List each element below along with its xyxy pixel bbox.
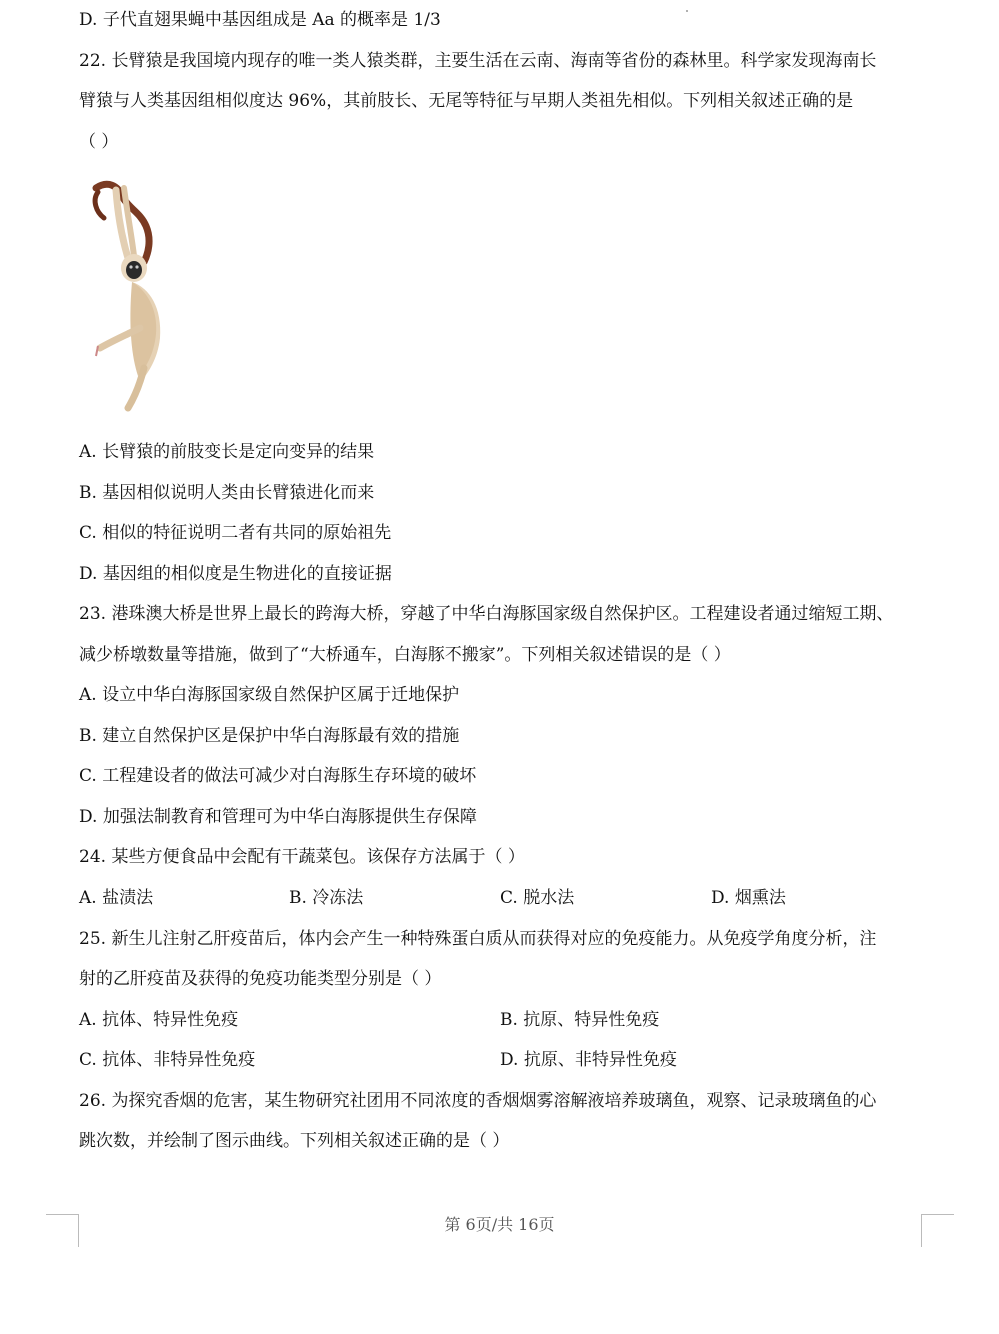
q23-line-2: 减少桥墩数量等措施，做到了“大桥通车，白海豚不搬家”。下列相关叙述错误的是（ ） [79,645,731,665]
q22-line-2: 臂猿与人类基因组相似度达 96%，其前肢长、无尾等特征与早期人类祖先相似。下列相关叙述正确的是 [79,91,854,111]
q23-option-c: C. 工程建设者的做法可减少对白海豚生存环境的破坏 [79,766,477,786]
q25-line-2: 射的乙肝疫苗及获得的免疫功能类型分别是（ ） [79,969,442,989]
q24-option-c: C. 脱水法 [500,888,575,908]
gibbon-image [88,178,178,418]
q26-line-1: 26. 为探究香烟的危害，某生物研究社团用不同浓度的香烟烟雾溶解液培养玻璃鱼，观察、记录玻璃鱼的心 [79,1091,877,1111]
q25-option-c: C. 抗体、非特异性免疫 [79,1050,256,1070]
q24-option-b: B. 冷冻法 [289,888,364,908]
q25-option-d: D. 抗原、非特异性免疫 [500,1050,677,1070]
q22-line-3: （ ） [79,132,119,152]
q22-option-d: D. 基因组的相似度是生物进化的直接证据 [79,564,392,584]
prev-option-d: D. 子代直翅果蝇中基因组成是 Aa 的概率是 1/3 [79,10,441,30]
scan-speck [686,10,688,12]
q23-option-d: D. 加强法制教育和管理可为中华白海豚提供生存保障 [79,807,477,827]
q24-option-a: A. 盐渍法 [79,888,154,908]
q25-option-a: A. 抗体、特异性免疫 [79,1010,239,1030]
q23-option-a: A. 设立中华白海豚国家级自然保护区属于迁地保护 [79,685,460,705]
q26-line-2: 跳次数，并绘制了图示曲线。下列相关叙述正确的是（ ） [79,1131,510,1151]
q25-option-b: B. 抗原、特异性免疫 [500,1010,660,1030]
q22-option-b: B. 基因相似说明人类由长臂猿进化而来 [79,483,375,503]
q25-line-1: 25. 新生儿注射乙肝疫苗后，体内会产生一种特殊蛋白质从而获得对应的免疫能力。从免疫学角度分析，注 [79,929,877,949]
q22-line-1: 22. 长臂猿是我国境内现存的唯一类人猿类群，主要生活在云南、海南等省份的森林里。科学家发现海南长 [79,51,877,71]
q23-line-1: 23. 港珠澳大桥是世界上最长的跨海大桥，穿越了中华白海豚国家级自然保护区。工程建设者通过缩短工期、 [79,604,894,624]
q22-option-a: A. 长臂猿的前肢变长是定向变异的结果 [79,442,375,462]
q22-option-c: C. 相似的特征说明二者有共同的原始祖先 [79,523,392,543]
q24-option-d: D. 烟熏法 [711,888,786,908]
page-number: 第 6页/共 16页 [444,1215,555,1234]
q24-line-1: 24. 某些方便食品中会配有干蔬菜包。该保存方法属于（ ） [79,847,525,867]
q23-option-b: B. 建立自然保护区是保护中华白海豚最有效的措施 [79,726,460,746]
